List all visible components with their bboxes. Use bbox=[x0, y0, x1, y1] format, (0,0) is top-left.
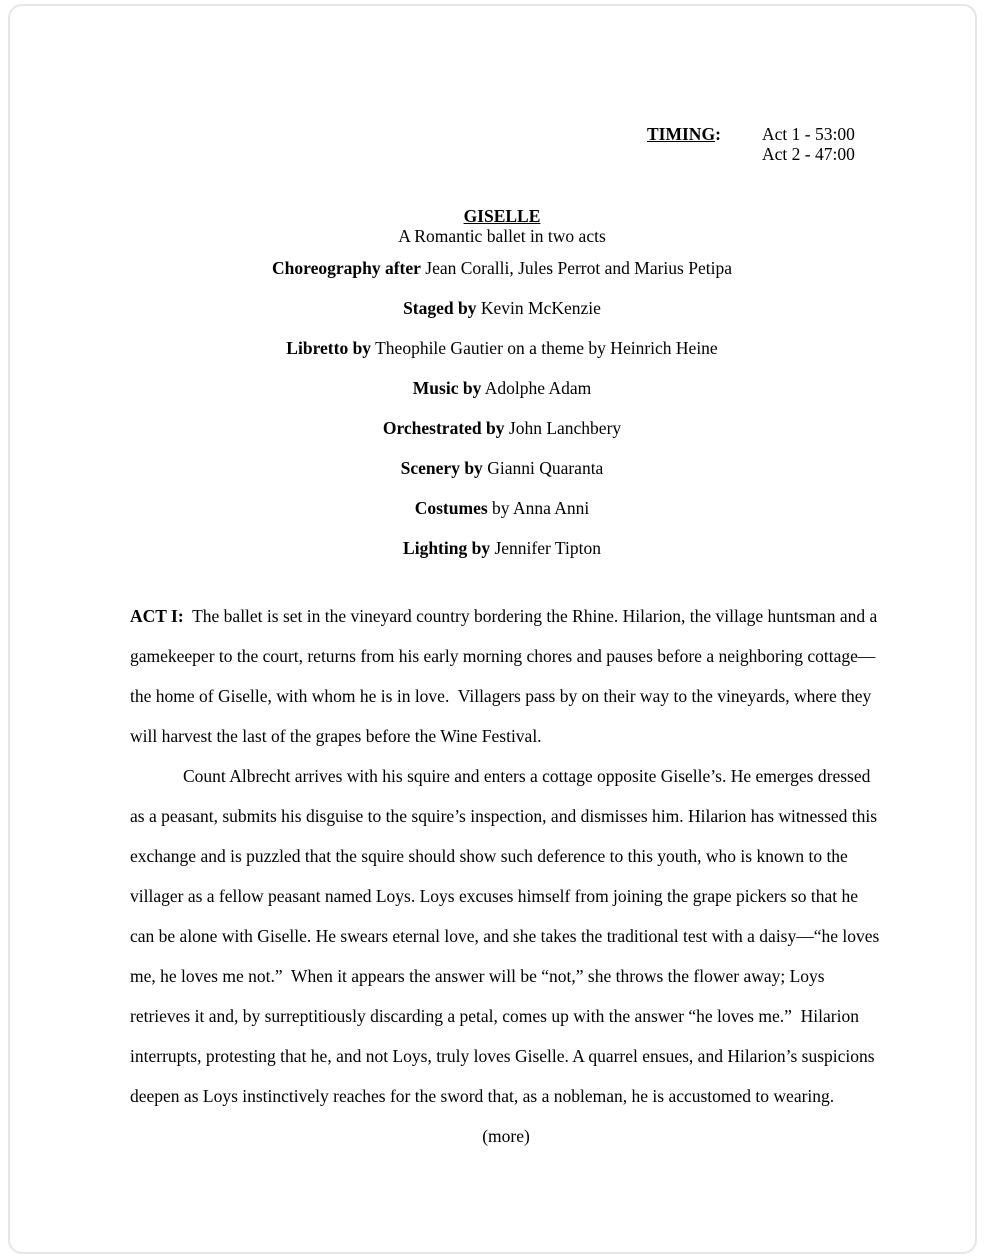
credit-line-music bbox=[10, 368, 984, 408]
timing-label: TIMING bbox=[647, 124, 716, 144]
credit-label: Staged by bbox=[403, 298, 477, 318]
page-subtitle: A Romantic ballet in two acts bbox=[398, 226, 606, 246]
credit-label: Choreography after bbox=[272, 258, 421, 278]
credit-label: Scenery by bbox=[400, 458, 483, 478]
act1-synopsis bbox=[130, 596, 882, 1156]
credit-label: Music by bbox=[412, 378, 482, 398]
timing-colon: : bbox=[715, 124, 721, 144]
page-title: GISELLE bbox=[463, 206, 541, 226]
act1-heading: ACT I: bbox=[130, 606, 184, 626]
timing-act-2: Act 2 - 47:00 bbox=[762, 143, 855, 164]
credits-list bbox=[10, 248, 984, 568]
credit-line-choreography bbox=[10, 248, 984, 288]
credit-label: Costumes bbox=[414, 498, 488, 518]
credit-line-lighting bbox=[10, 528, 984, 568]
credit-label: Lighting by bbox=[403, 538, 491, 558]
credit-line-scenery bbox=[10, 448, 984, 488]
act1-paragraph-1-text: The ballet is set in the vineyard country bordering the Rhine. Hilarion, the village huntsman and a gamekeeper to the court, returns from his early morning chores and pauses before a neighboring cottage—the home of Giselle, with whom he is in love. Villagers pass by on their way to the vineyards, where they will harvest the last of the grapes before the Wine Festival. bbox=[130, 606, 882, 746]
credit-value: Theophile Gautier on a theme by Heinrich Heine bbox=[375, 338, 718, 358]
timing-act-1: Act 1 - 53:00 bbox=[762, 124, 855, 144]
credit-value: by Anna Anni bbox=[492, 498, 590, 518]
credit-value: Kevin McKenzie bbox=[480, 298, 601, 318]
timing-values bbox=[762, 125, 855, 164]
credit-value: Gianni Quaranta bbox=[487, 458, 604, 478]
credit-line-orchestrated bbox=[10, 408, 984, 448]
credit-value: Jennifer Tipton bbox=[494, 538, 601, 558]
credit-label: Orchestrated by bbox=[382, 418, 505, 438]
title-block bbox=[10, 206, 984, 246]
credit-value: Jean Coralli, Jules Perrot and Marius Petipa bbox=[425, 258, 732, 278]
act1-paragraph-1 bbox=[130, 596, 882, 756]
credit-line-costumes bbox=[10, 488, 984, 528]
page-frame bbox=[8, 4, 977, 1254]
more-indicator: (more) bbox=[482, 1126, 530, 1146]
credit-line-staged bbox=[10, 288, 984, 328]
credit-value: Adolphe Adam bbox=[484, 378, 592, 398]
credit-value: John Lanchbery bbox=[508, 418, 622, 438]
timing-heading bbox=[647, 125, 721, 145]
credit-label: Libretto by bbox=[286, 338, 372, 358]
credit-line-libretto bbox=[10, 328, 984, 368]
act1-paragraph-2: Count Albrecht arrives with his squire and enters a cottage opposite Giselle’s. He emerges dressed as a peasant, submits his disguise to the squire’s inspection, and dismisses him. Hilarion has witnessed this exchange and is puzzled that the squire should show such deference to this youth, who is known to the villager as a fellow peasant named Loys. Loys excuses himself from joining the grape pickers so that he can be alone with Giselle. He swears eternal love, and she takes the traditional test with a daisy—“he loves me, he loves me not.” When it appears the answer will be “not,” she throws the flower away; Loys retrieves it and, by surreptitiously discarding a petal, comes up with the answer “he loves me.” Hilarion interrupts, protesting that he, and not Loys, truly loves Giselle. A quarrel ensues, and Hilarion’s suspicions deepen as Loys instinctively reaches for the sword that, as a nobleman, he is accustomed to wearing. bbox=[130, 766, 884, 1106]
